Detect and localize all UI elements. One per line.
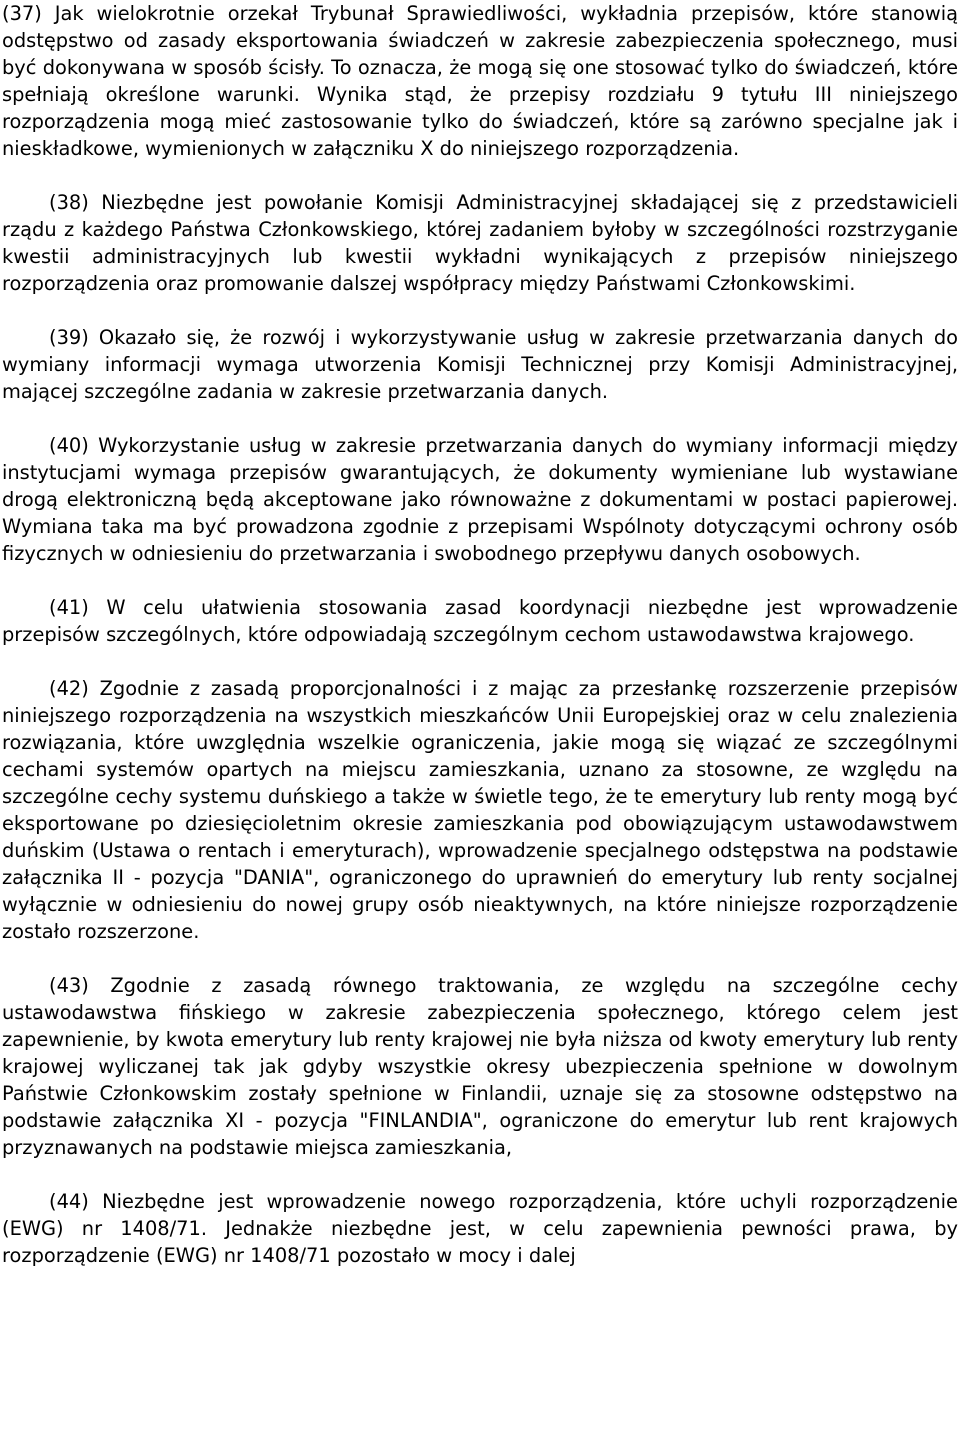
paragraph-39: (39) Okazało się, że rozwój i wykorzystywanie usług w zakresie przetwarzania danych do wymiany informacji wymaga utworzenia Komisji Technicznej przy Komisji Administracyjnej, mającej szczególne zadania w zakresie przetwarzania danych. bbox=[2, 326, 958, 403]
paragraph-spacer bbox=[2, 297, 958, 324]
paragraph-spacer bbox=[2, 162, 958, 189]
paragraph-40: (40) Wykorzystanie usług w zakresie przetwarzania danych do wymiany informacji między instytucjami wymaga przepisów gwarantujących, że dokumenty wymieniane lub wystawiane drogą elektroniczną będą akceptowane jako równoważne z dokumentami w postaci papierowej. Wymiana taka ma być prowadzona zgodnie z przepisami Wspólnoty dotyczącymi ochrony osób fizycznych w odniesieniu do przetwarzania i swobodnego przepływu danych osobowych. bbox=[2, 434, 958, 565]
paragraph-spacer bbox=[2, 1161, 958, 1188]
paragraph-spacer bbox=[2, 648, 958, 675]
paragraph-44: (44) Niezbędne jest wprowadzenie nowego rozporządzenia, które uchyli rozporządzenie (EWG) nr 1408/71. Jednakże niezbędne jest, w celu zapewnienia pewności prawa, by rozporządzenie (EWG) nr 1408/71 pozostało w mocy i dalej bbox=[2, 1190, 958, 1267]
paragraph-41: (41) W celu ułatwienia stosowania zasad koordynacji niezbędne jest wprowadzenie przepisów szczególnych, które odpowiadają szczególnym cechom ustawodawstwa krajowego. bbox=[2, 596, 958, 646]
paragraph-42: (42) Zgodnie z zasadą proporcjonalności i z mając za przesłankę rozszerzenie przepisów niniejszego rozporządzenia na wszystkich mieszkańców Unii Europejskiej oraz w celu znalezienia rozwiązania, które uwzględnia wszelkie ograniczenia, jakie mogą się wiązać ze szczególnymi cechami systemów opartych na miejscu zamieszkania, uznano za stosowne, ze względu na szczególne cechy systemu duńskiego a także w świetle tego, że te emerytury lub renty mogą być eksportowane po dziesięcioletnim okresie zamieszkania pod obowiązującym ustawodawstwem duńskim (Ustawa o rentach i emeryturach), wprowadzenie specjalnego odstępstwa na podstawie załącznika II - pozycja "DANIA", ograniczonego do uprawnień do emerytury lub renty socjalnej wyłącznie w odniesieniu do nowej grupy osób nieaktywnych, na które niniejsze rozporządzenie zostało rozszerzone. bbox=[2, 677, 958, 943]
paragraph-43: (43) Zgodnie z zasadą równego traktowania, ze względu na szczególne cechy ustawodawstwa fińskiego w zakresie zabezpieczenia społecznego, którego celem jest zapewnienie, by kwota emerytury lub renty krajowej nie była niższa od kwoty emerytury lub renty krajowej wyliczanej tak jak gdyby wszystkie okresy ubezpieczenia spełnione w dowolnym Państwie Członkowskim zostały spełnione w Finlandii, uznaje się za stosowne odstępstwo na podstawie załącznika XI - pozycja "FINLANDIA", ograniczone do emerytur lub rent krajowych przyznawanych na podstawie miejsca zamieszkania, bbox=[2, 974, 958, 1159]
paragraph-37: (37) Jak wielokrotnie orzekał Trybunał Sprawiedliwości, wykładnia przepisów, które stanowią odstępstwo od zasady eksportowania świadczeń w zakresie zabezpieczenia społecznego, musi być dokonywana w sposób ścisły. To oznacza, że mogą się one stosować tylko do świadczeń, które spełniają określone warunki. Wynika stąd, że przepisy rozdziału 9 tytułu III niniejszego rozporządzenia mogą mieć zastosowanie tylko do świadczeń, które są zarówno specjalne jak i nieskładkowe, wymienionych w załączniku X do niniejszego rozporządzenia. bbox=[2, 2, 958, 160]
paragraph-38: (38) Niezbędne jest powołanie Komisji Administracyjnej składającej się z przedstawicieli rządu z każdego Państwa Członkowskiego, której zadaniem byłoby w szczególności rozstrzyganie kwestii administracyjnych lub kwestii wykładni wynikających z przepisów niniejszego rozporządzenia oraz promowanie dalszej współpracy między Państwami Członkowskimi. bbox=[2, 191, 958, 295]
paragraph-spacer bbox=[2, 945, 958, 972]
paragraph-spacer bbox=[2, 405, 958, 432]
paragraph-spacer bbox=[2, 567, 958, 594]
